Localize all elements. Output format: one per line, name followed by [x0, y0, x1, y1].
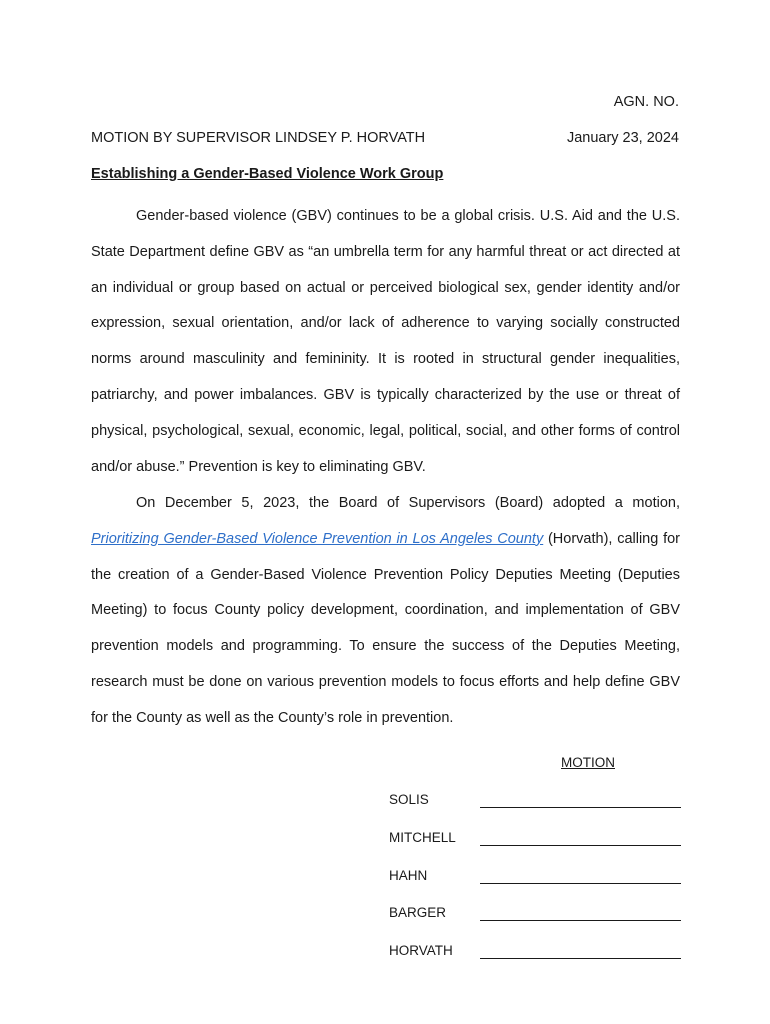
- motion-date: January 23, 2024: [566, 130, 679, 146]
- vote-row-horvath: [389, 943, 681, 963]
- vote-row-barger: [389, 905, 681, 925]
- motion-author: MOTION BY SUPERVISOR LINDSEY P. HORVATH: [91, 130, 426, 146]
- vote-row-hahn: [389, 868, 681, 888]
- vote-signature-line: [480, 958, 681, 959]
- vote-row-solis: [389, 792, 681, 812]
- supervisor-name: HAHN: [389, 868, 428, 883]
- supervisor-name: MITCHELL: [389, 830, 456, 845]
- supervisor-name: BARGER: [389, 905, 447, 920]
- paragraph-intro: On December 5, 2023, the Board of Supervisors (Board) adopted a motion,: [136, 495, 680, 511]
- motion-heading: MOTION: [561, 755, 615, 770]
- paragraph-gbv-definition: Gender-based violence (GBV) continues to be a global crisis. U.S. Aid and the U.S. State Department define GBV as “an umbrella term for any harmful threat or act directed at an individual or group based on actual or perceived biological sex, gender identity and/or expression, sexual orientation, and/or lack of adherence to varying socially constructed norms around masculinity and femininity. It is rooted in structural gender inequalities, patriarchy, and power imbalances. GBV is typically characterized by the use or threat of physical, psychological, sexual, economic, legal, political, social, and other forms of control and/or abuse.” Prevention is key to eliminating GBV.: [91, 208, 680, 475]
- document-title: Establishing a Gender-Based Violence Work Group: [91, 166, 444, 182]
- agenda-number: AGN. NO.: [613, 94, 679, 110]
- vote-signature-line: [480, 807, 681, 808]
- supervisor-name: HORVATH: [389, 943, 453, 958]
- paragraph-rest: (Horvath), calling for the creation of a Gender-Based Violence Prevention Policy Deputies Meeting (Deputies Meeting) to focus County policy development, coordination, and implementation of GBV prevention models and programming. To ensure the success of the Deputies Meeting, research must be done on various prevention models to focus efforts and help define GBV for the County as well as the County’s role in prevention.: [91, 530, 680, 726]
- prior-motion-link[interactable]: Prioritizing Gender-Based Violence Prevention in Los Angeles County: [91, 530, 544, 547]
- vote-signature-line: [480, 883, 681, 884]
- paragraph-prior-motion: [91, 486, 680, 737]
- vote-row-mitchell: [389, 830, 681, 850]
- vote-signature-line: [480, 845, 681, 846]
- vote-signature-line: [480, 920, 681, 921]
- supervisor-name: SOLIS: [389, 792, 429, 807]
